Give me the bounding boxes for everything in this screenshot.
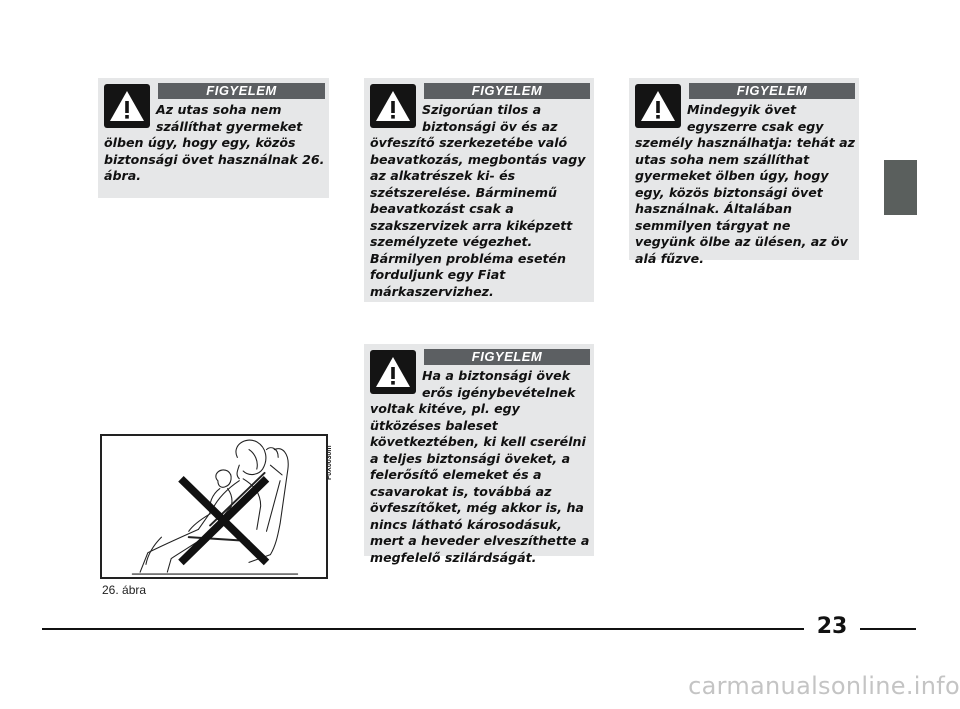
figure-caption: 26. ábra [102, 583, 147, 597]
warning-text-line: szállíthat gyermeket [156, 118, 303, 134]
warning-text-line: Mindegyik övet [687, 102, 797, 117]
warning-box-1 [98, 78, 329, 198]
warning-text-line: Ha a biztonsági övek [422, 368, 571, 383]
section-tab [884, 160, 917, 215]
warning-text: ölben úgy, hogy egy, közös biztonsági övet használnak 26. ábra. [104, 135, 325, 183]
warning-text-line: Szigorúan tilos a [422, 102, 542, 117]
warning-text-line: egyszerre csak egy [687, 118, 824, 134]
figure-illustration [100, 434, 328, 579]
warning-triangle-icon [104, 84, 150, 128]
warning-heading: FIGYELEM [424, 349, 590, 365]
warning-heading: FIGYELEM [689, 83, 855, 99]
watermark: carmanualsonline.info [688, 672, 960, 700]
warning-text: övfeszítő szerkezetébe való beavatkozás, megbontás vagy az alkatrészek ki- és szétszerelése. Bárminemű beavatkozást csak a szakszervizek arra kiképzett személyzete végezhet. Bármilyen probléma esetén forduljunk egy Fiat márkaszervizhez. [370, 135, 586, 299]
warning-triangle-icon [635, 84, 681, 128]
warning-text-line: biztonsági öv és az [422, 118, 558, 134]
warning-heading: FIGYELEM [424, 83, 590, 99]
warning-box-2 [364, 78, 594, 302]
warning-text: személy használhatja: tehát az utas soha nem szállíthat gyermeket ölben úgy, hogy egy, közös biztonsági övet használnak. Általában semmilyen tárgyat ne vegyünk ölbe az ülésen, az öv alá fűzve. [635, 135, 855, 266]
seat-drawing [249, 449, 288, 563]
child-figure [216, 470, 231, 487]
warning-text: voltak kitéve, pl. egy ütközéses baleset következtében, ki kell cserélni a teljes biztonsági öveket, a felerősítő elemeket és a csavarokat is, továbbá az övfeszítőket, még akkor is, ha nincs látható károsodásuk, mert a heveder elveszíthette a megfelelő szilárdságát. [370, 401, 590, 565]
adult-figure [236, 440, 266, 474]
warning-text-line: erős igénybevételnek [422, 384, 576, 400]
footer-rule-right [860, 628, 916, 630]
warning-box-4 [364, 344, 594, 565]
figure-code: F0X0030m [326, 445, 333, 480]
warning-triangle-icon [370, 84, 416, 128]
warning-box-3 [629, 78, 859, 266]
page-number: 23 [816, 614, 848, 639]
footer-rule-left [42, 628, 804, 630]
warning-heading: FIGYELEM [158, 83, 325, 99]
warning-triangle-icon [370, 350, 416, 394]
warning-text-line: Az utas soha nem [156, 102, 282, 117]
